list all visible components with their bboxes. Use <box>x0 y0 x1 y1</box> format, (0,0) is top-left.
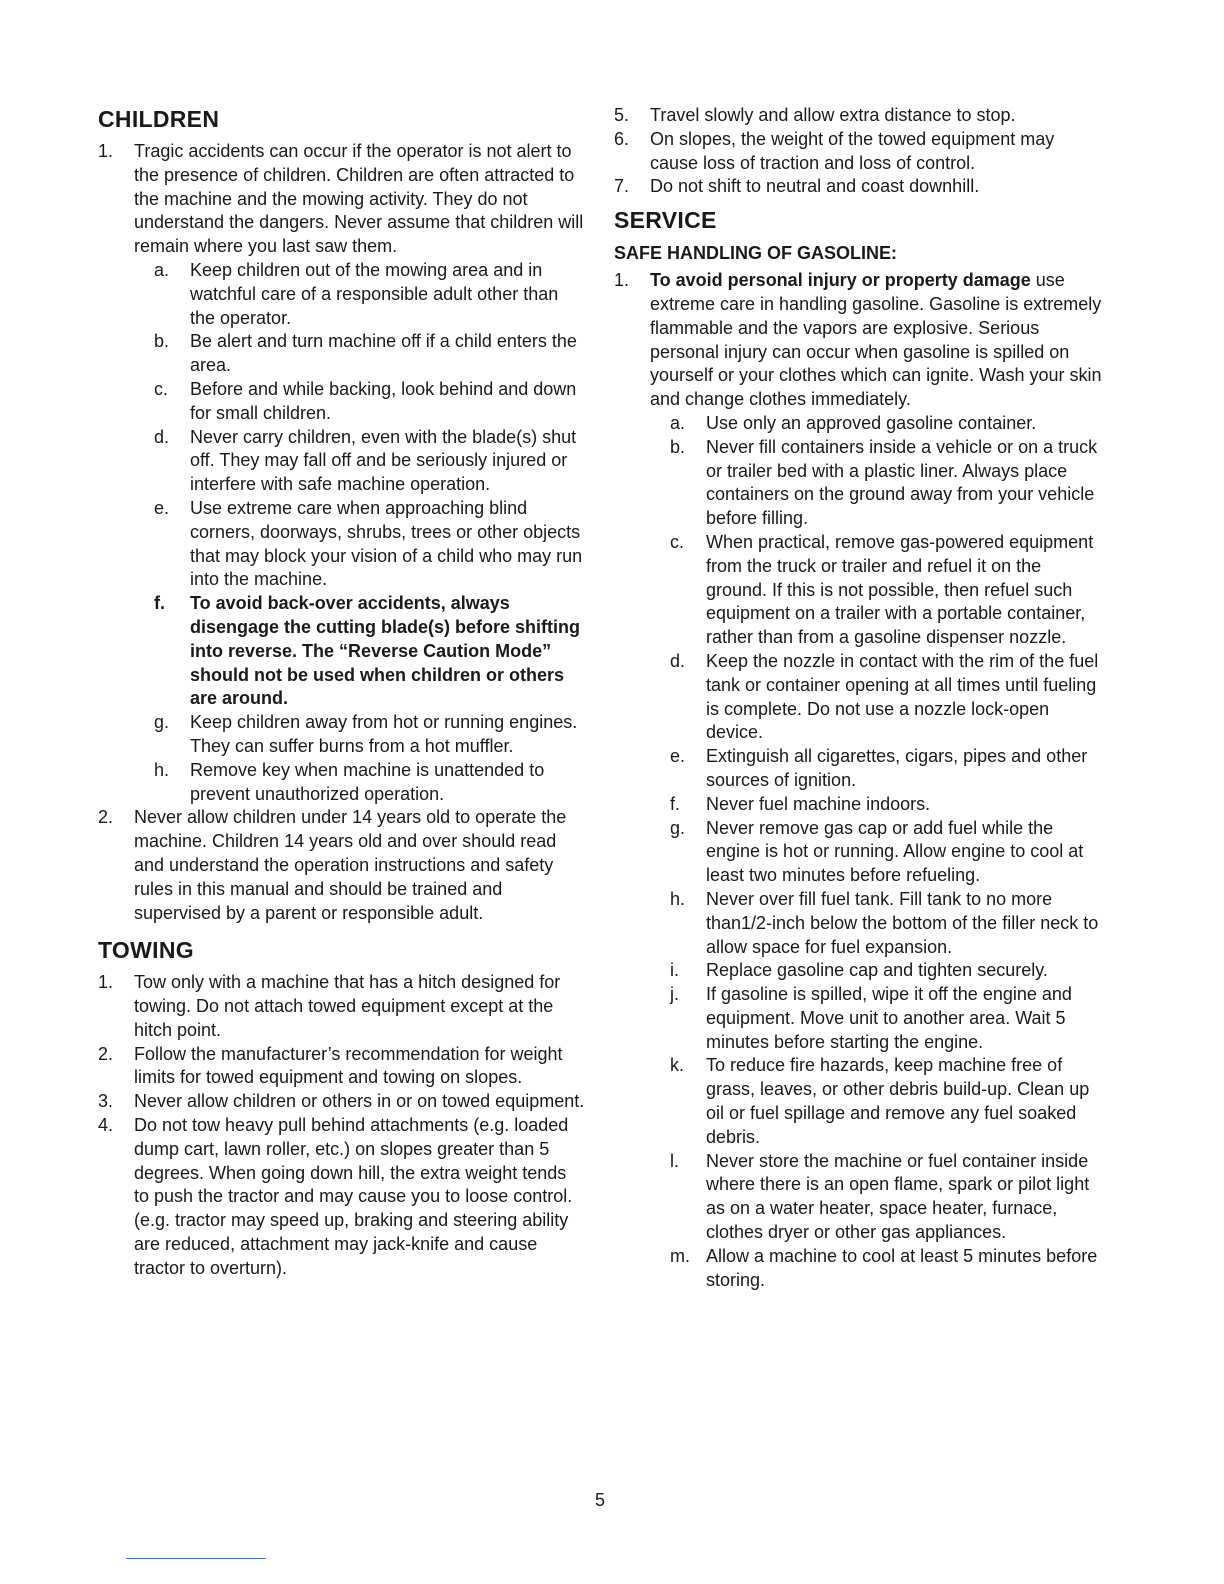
sub-item-letter: b. <box>154 331 170 352</box>
list-item <box>98 806 586 925</box>
sub-item-text: Before and while backing, look behind and down for small children. <box>190 378 577 423</box>
sub-item <box>670 531 1104 650</box>
sub-item-text: Never carry children, even with the blade(s) shut off. They may fall off and be seriously injured or interfere with safe machine operation. <box>190 426 577 495</box>
sub-item <box>154 330 586 378</box>
sub-item <box>670 817 1104 888</box>
sub-item-letter: l. <box>670 1150 679 1171</box>
item-number: 5. <box>614 105 630 125</box>
item-text: Travel slowly and allow extra distance to stop. <box>650 105 1016 125</box>
item-text: Never allow children under 14 years old to operate the machine. Children 14 years old and over should read and understand the operation instructions and safety rules in this manual and should be trained and supervised by a parent or responsible adult. <box>134 807 567 923</box>
list-item <box>614 269 1104 412</box>
sub-item-letter: c. <box>670 531 685 552</box>
sub-item <box>154 259 586 330</box>
sub-item <box>670 745 1104 793</box>
sub-item <box>670 1054 1104 1149</box>
sub-item <box>670 959 1104 983</box>
sub-item <box>154 711 586 759</box>
item-text: Tow only with a machine that has a hitch designed for towing. Do not attach towed equipment except at the hitch point. <box>134 972 561 1040</box>
gasoline-subheading: SAFE HANDLING OF GASOLINE: <box>614 243 897 264</box>
item-number: 4. <box>98 1115 114 1136</box>
sub-item-letter: f. <box>154 593 165 614</box>
sub-item <box>154 378 586 426</box>
sub-item-text: Keep children away from hot or running engines. They can suffer burns from a hot muffler. <box>190 712 578 756</box>
item-text: Do not shift to neutral and coast downhill. <box>650 176 980 197</box>
sub-item <box>154 497 586 592</box>
sub-item-text: When practical, remove gas-powered equipment from the truck or trailer and refuel it on the ground. If this is not possible, then refuel such equipment on a trailer with a portable container, rather than from a gasoline dispenser nozzle. <box>706 531 1094 648</box>
item-number: 2. <box>98 1043 114 1064</box>
list-item <box>98 140 586 259</box>
footer-rule <box>126 1558 266 1559</box>
sub-item-text: Replace gasoline cap and tighten securely. <box>706 960 1048 981</box>
sub-item <box>670 1150 1104 1245</box>
sub-item-letter: f. <box>670 793 681 814</box>
item-number: 1. <box>614 270 630 291</box>
sub-item-warning <box>154 592 586 711</box>
sub-item-letter: a. <box>154 259 170 280</box>
sub-item-text: Never remove gas cap or add fuel while the engine is hot or running. Allow engine to cool at least two minutes before refueling. <box>706 817 1084 886</box>
right-column <box>614 104 1104 1292</box>
sub-item-text: To reduce fire hazards, keep machine free of grass, leaves, or other debris build-up. Clean up oil or fuel spillage and remove any fuel soaked debris. <box>706 1055 1090 1147</box>
sub-item-letter: g. <box>670 817 686 838</box>
children-heading: CHILDREN <box>98 106 220 132</box>
left-column <box>98 104 586 1281</box>
sub-item-text: Never fill containers inside a vehicle or on a truck or trailer bed with a plastic liner. Always place containers on the ground away from your vehicle before filling. <box>706 436 1098 529</box>
sub-item-text: Be alert and turn machine off if a child enters the area. <box>190 331 577 376</box>
sub-item-letter: b. <box>670 436 686 457</box>
sub-item-text: Keep children out of the mowing area and in watchful care of a responsible adult other than the operator. <box>190 259 559 328</box>
sub-item <box>670 1245 1104 1293</box>
sub-item-text: If gasoline is spilled, wipe it off the engine and equipment. Move unit to another area. Wait 5 minutes before starting the engine. <box>706 984 1072 1052</box>
sub-item-letter: c. <box>154 378 169 399</box>
sub-item <box>670 650 1104 745</box>
list-item <box>98 1090 586 1114</box>
sub-item-text: Extinguish all cigarettes, cigars, pipes and other sources of ignition. <box>706 746 1088 790</box>
item-body: use extreme care in handling gasoline. Gasoline is extremely flammable and the vapors are explosive. Serious personal injury can occur when gasoline is spilled on yourself or your clothes which can ignite. Wash your skin and change clothes immediately. <box>650 270 1102 410</box>
list-item <box>98 971 586 1042</box>
sub-item-text: Keep the nozzle in contact with the rim of the fuel tank or container opening at all times until fueling is complete. Do not use a nozzle lock-open device. <box>706 650 1099 743</box>
sub-item-text: To avoid back-over accidents, always disengage the cutting blade(s) before shifting into reverse. The “Reverse Caution Mode” should not be used when children or others are around. <box>190 593 581 709</box>
sub-item <box>670 412 1104 436</box>
item-text <box>650 269 1104 412</box>
item-number: 1. <box>98 972 114 993</box>
item-text: On slopes, the weight of the towed equipment may cause loss of traction and loss of control. <box>650 128 1055 173</box>
towing-heading: TOWING <box>98 937 194 964</box>
list-item <box>614 175 1104 199</box>
item-number: 1. <box>98 141 114 161</box>
sub-item <box>670 436 1104 531</box>
sub-item-text: Never over fill fuel tank. Fill tank to no more than1/2-inch below the bottom of the filler neck to allow space for fuel expansion. <box>706 888 1099 957</box>
sub-item-text: Never store the machine or fuel container inside where there is an open flame, spark or pilot light as on a water heater, space heater, furnace, clothes dryer or other gas appliances. <box>706 1150 1090 1243</box>
sub-item-letter: g. <box>154 712 170 733</box>
item-text: Do not tow heavy pull behind attachments (e.g. loaded dump cart, lawn roller, etc.) on slopes greater than 5 degrees. When going down hill, the extra weight tends to push the tractor and may cause you to loose control. (e.g. tractor may speed up, braking and steering ability are reduced, attachment may jack-knife and cause tractor to overturn). <box>134 1115 573 1278</box>
service-heading: SERVICE <box>614 207 717 234</box>
sub-item-letter: i. <box>670 960 679 981</box>
page-number: 5 <box>594 1490 605 1510</box>
sub-item-letter: m. <box>670 1245 690 1266</box>
item-number: 2. <box>98 807 114 828</box>
sub-item-text: Remove key when machine is unattended to prevent unauthorized operation. <box>190 759 545 804</box>
sub-item-letter: e. <box>154 497 170 518</box>
list-item <box>98 1043 586 1091</box>
item-number: 7. <box>614 176 630 197</box>
sub-item <box>154 759 586 807</box>
sub-item-letter: j. <box>670 984 679 1005</box>
sub-item-text: Allow a machine to cool at least 5 minutes before storing. <box>706 1245 1098 1290</box>
sub-item <box>670 793 1104 817</box>
item-number: 6. <box>614 128 630 149</box>
list-item <box>98 1114 586 1281</box>
sub-item-letter: h. <box>154 759 170 780</box>
sub-item-letter: h. <box>670 888 686 909</box>
item-text: Follow the manufacturer’s recommendation for weight limits for towed equipment and towing on slopes. <box>134 1043 563 1088</box>
sub-item-letter: k. <box>670 1055 685 1076</box>
sub-item <box>670 888 1104 959</box>
sub-item-text: Use only an approved gasoline container. <box>706 412 1037 433</box>
sub-item-letter: d. <box>154 426 170 447</box>
sub-item-letter: e. <box>670 746 686 767</box>
sub-item-letter: a. <box>670 412 686 433</box>
item-text: Never allow children or others in or on towed equipment. <box>134 1091 585 1112</box>
list-item <box>614 104 1104 128</box>
sub-item <box>154 426 586 497</box>
sub-item-text: Use extreme care when approaching blind corners, doorways, shrubs, trees or other objects that may block your vision of a child who may run into the machine. <box>190 497 583 590</box>
list-item <box>614 128 1104 176</box>
sub-item <box>670 983 1104 1054</box>
sub-item-text: Never fuel machine indoors. <box>706 793 931 814</box>
item-bold-lead: To avoid personal injury or property damage <box>650 270 1031 291</box>
item-number: 3. <box>98 1091 114 1112</box>
sub-item-letter: d. <box>670 650 686 671</box>
item-text: Tragic accidents can occur if the operator is not alert to the presence of children. Children are often attracted to the machine and the mowing activity. They do not understand the dangers. Never assume that children will remain where you last saw them. <box>134 141 584 257</box>
